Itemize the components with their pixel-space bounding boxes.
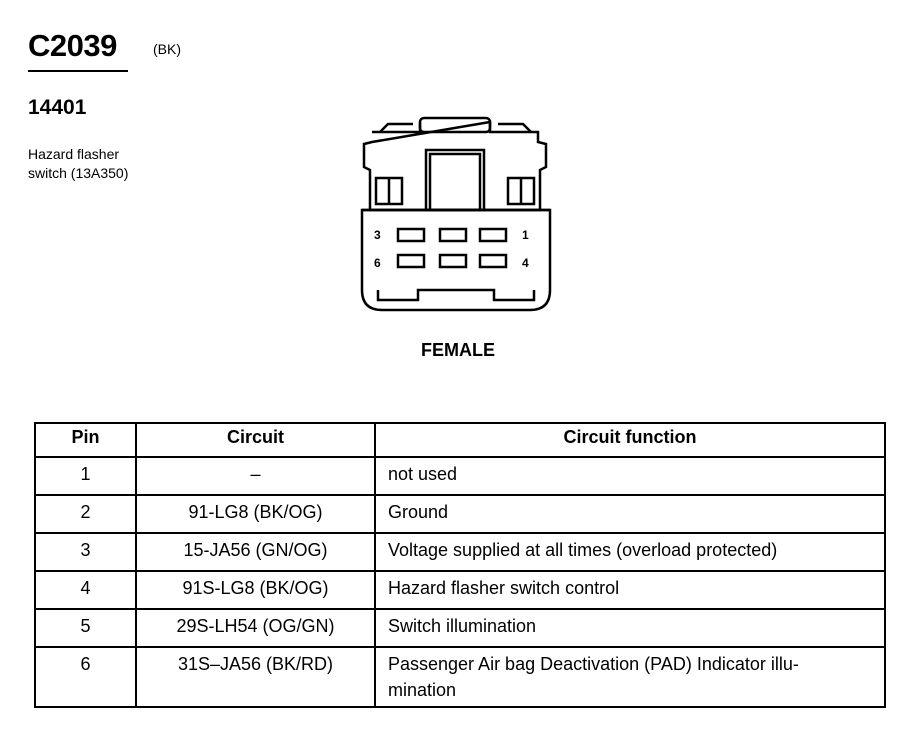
row-function: Voltage supplied at all times (overload protected) xyxy=(375,533,885,571)
part-number: 14401 xyxy=(28,96,87,119)
connector-drawing xyxy=(358,112,558,312)
row-circuit: – xyxy=(136,457,375,495)
row-pin: 1 xyxy=(35,457,136,495)
table-row xyxy=(35,495,885,533)
pinout-table xyxy=(34,422,886,708)
component-description: Hazard flasher switch (13A350) xyxy=(28,146,129,181)
table-row xyxy=(35,571,885,609)
row-circuit: 91S-LG8 (BK/OG) xyxy=(136,571,375,609)
pin-cavity-4 xyxy=(480,255,506,267)
pin-cavity-3 xyxy=(398,229,424,241)
row-circuit: 31S–JA56 (BK/RD) xyxy=(136,647,375,707)
pin-label-4: 4 xyxy=(522,256,529,270)
row-pin: 4 xyxy=(35,571,136,609)
header-circuit-function: Circuit function xyxy=(375,423,885,457)
row-pin: 2 xyxy=(35,495,136,533)
pin-label-6: 6 xyxy=(374,256,381,270)
row-function: Switch illumination xyxy=(375,609,885,647)
row-pin: 6 xyxy=(35,647,136,707)
row-function: Passenger Air bag Deactivation (PAD) Indicator illu- mination xyxy=(375,647,885,707)
connector-id: C2039 xyxy=(28,28,117,63)
table-row xyxy=(35,533,885,571)
header-pin: Pin xyxy=(35,423,136,457)
row-function: Ground xyxy=(375,495,885,533)
row-circuit: 91-LG8 (BK/OG) xyxy=(136,495,375,533)
pin-label-1: 1 xyxy=(522,228,529,242)
table-header-row xyxy=(35,423,885,457)
pin-cavity-2 xyxy=(440,229,466,241)
pin-label-3: 3 xyxy=(374,228,381,242)
row-circuit: 15-JA56 (GN/OG) xyxy=(136,533,375,571)
connector-upper-housing xyxy=(364,122,546,210)
pin-cavity-5 xyxy=(440,255,466,267)
table-row xyxy=(35,609,885,647)
header-circuit: Circuit xyxy=(136,423,375,457)
row-circuit: 29S-LH54 (OG/GN) xyxy=(136,609,375,647)
row-pin: 3 xyxy=(35,533,136,571)
connector-lock-tab xyxy=(426,150,484,210)
row-pin: 5 xyxy=(35,609,136,647)
row-function: not used xyxy=(375,457,885,495)
pin-cavity-6 xyxy=(398,255,424,267)
table-row xyxy=(35,647,885,707)
pin-cavity-1 xyxy=(480,229,506,241)
table-row xyxy=(35,457,885,495)
connector-face-diagram xyxy=(358,112,558,312)
row-function: Hazard flasher switch control xyxy=(375,571,885,609)
gender-label: FEMALE xyxy=(421,340,495,360)
title-underline xyxy=(28,70,128,72)
connector-color: (BK) xyxy=(153,41,181,57)
